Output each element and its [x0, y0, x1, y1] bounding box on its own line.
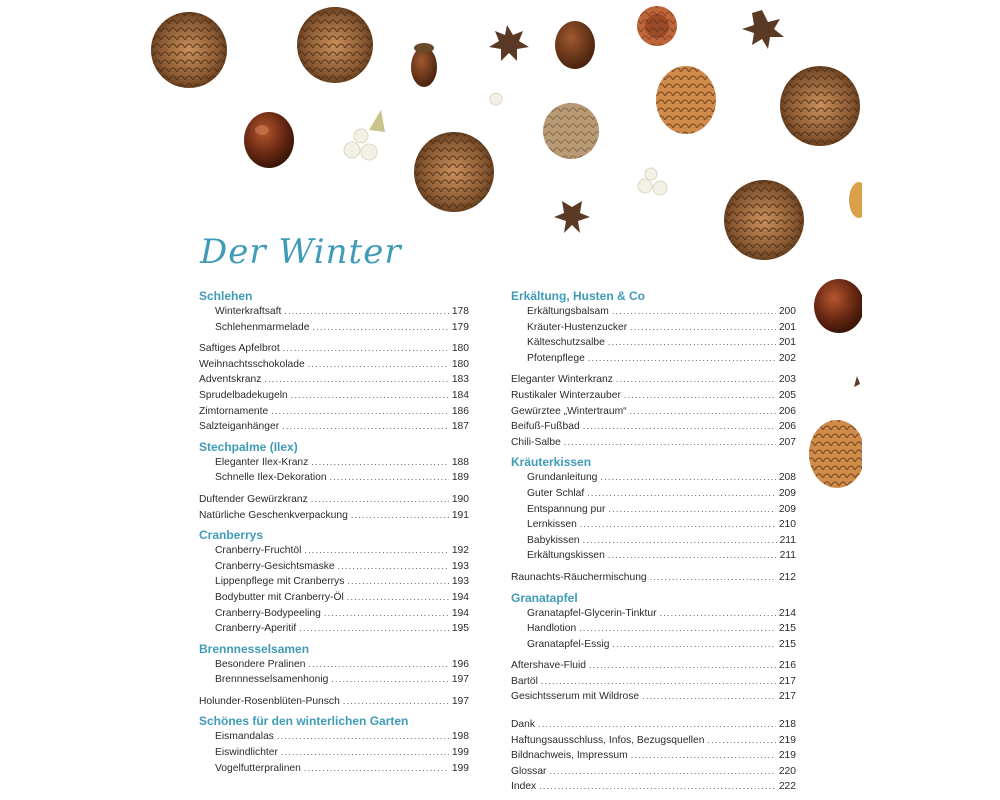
- toc-entry-title: Grundanleitung: [527, 472, 598, 484]
- toc-entry[interactable]: [199, 574, 469, 590]
- dot-leader: [707, 733, 775, 749]
- dot-leader: [580, 517, 776, 533]
- dot-leader: [539, 779, 776, 795]
- dot-leader: [642, 689, 776, 705]
- section-heading: Brennnesselsamen: [199, 641, 310, 656]
- toc-entry[interactable]: [511, 502, 796, 518]
- toc-page-number: 191: [451, 509, 469, 521]
- toc-entry-title: Eiswindlichter: [215, 747, 278, 759]
- toc-entry[interactable]: [511, 304, 796, 320]
- toc-entry-title: Brennnesselsamenhonig: [215, 674, 329, 686]
- toc-entry[interactable]: [199, 508, 469, 524]
- dot-leader: [282, 419, 449, 435]
- dot-leader: [311, 455, 449, 471]
- toc-page-number: 189: [451, 472, 469, 484]
- dot-leader: [630, 404, 776, 420]
- toc-entry-title: Salzteiganhänger: [199, 421, 280, 433]
- beech-nut-icon: [543, 103, 599, 159]
- book-page: [137, 0, 862, 800]
- dot-leader: [324, 606, 449, 622]
- dot-leader: [579, 621, 776, 637]
- toc-entry[interactable]: [511, 779, 796, 795]
- toc-page-number: 219: [778, 734, 796, 746]
- dot-leader: [608, 548, 777, 564]
- toc-page-number: 219: [778, 750, 796, 762]
- pinecone-icon: [724, 180, 804, 260]
- section-heading: Schönes für den winterlichen Garten: [199, 714, 409, 729]
- pinecone-icon: [809, 420, 862, 488]
- toc-entry-title: Beifuß-Fußbad: [511, 421, 580, 433]
- toc-entry[interactable]: [511, 320, 796, 336]
- toc-entry[interactable]: [511, 517, 796, 533]
- toc-page-number: 211: [779, 534, 796, 546]
- toc-entry[interactable]: [199, 761, 469, 777]
- snowberry-icon: [638, 168, 667, 195]
- dot-leader: [608, 502, 775, 518]
- toc-entry[interactable]: [199, 357, 469, 373]
- pinecone-icon: [151, 12, 227, 88]
- toc-entry-title: Erkältungsbalsam: [527, 306, 609, 317]
- dot-leader: [299, 621, 449, 637]
- toc-entry[interactable]: [199, 606, 469, 622]
- toc-page-number: 207: [778, 436, 796, 448]
- toc-page-number: 200: [778, 306, 796, 317]
- toc-entry-title: Gesichtsserum mit Wildrose: [511, 691, 640, 703]
- toc-page-number: 220: [778, 765, 796, 777]
- toc-entry[interactable]: [511, 658, 796, 674]
- toc-entry[interactable]: [511, 404, 796, 420]
- toc-page-number: 217: [778, 691, 796, 703]
- toc-entry-title: Eismandalas: [215, 731, 274, 743]
- toc-page-number: 215: [778, 638, 796, 650]
- dot-leader: [600, 470, 775, 486]
- toc-entry[interactable]: [511, 419, 796, 435]
- toc-entry-title: Weihnachtsschokolade: [199, 358, 305, 370]
- toc-entry[interactable]: [511, 548, 796, 564]
- toc-entry[interactable]: [511, 674, 796, 690]
- toc-entry-title: Cranberry-Bodypeeling: [215, 607, 321, 619]
- toc-page-number: 184: [451, 389, 469, 401]
- toc-entry-title: Zimtornamente: [199, 405, 269, 417]
- pinecone-icon: [656, 66, 716, 134]
- dot-leader: [650, 570, 776, 586]
- toc-entry[interactable]: [199, 590, 469, 606]
- toc-page-number: 203: [778, 374, 796, 386]
- toc-entry-title: Erkältungskissen: [527, 550, 605, 562]
- toc-page-number: 206: [778, 421, 796, 433]
- toc-entry-title: Eleganter Winterkranz: [511, 374, 613, 386]
- toc-entry[interactable]: [199, 304, 469, 320]
- toc-page-number: 222: [778, 781, 796, 793]
- toc-entry[interactable]: [511, 388, 796, 404]
- acorn-icon: [411, 43, 437, 87]
- toc-entry[interactable]: [511, 470, 796, 486]
- toc-entry[interactable]: [199, 470, 469, 486]
- toc-entry-title: Natürliche Geschenkverpackung: [199, 509, 348, 521]
- dot-leader: [304, 761, 449, 777]
- toc-entry-title: Handlotion: [527, 623, 577, 635]
- dot-leader: [304, 543, 448, 559]
- toc-entry-title: Cranberry-Fruchtöl: [215, 545, 302, 557]
- toc-entry[interactable]: [199, 729, 469, 745]
- toc-entry[interactable]: [511, 733, 796, 749]
- section-heading: Stechpalme (Ilex): [199, 439, 298, 454]
- toc-page-number: 179: [451, 321, 469, 333]
- acorn-icon: [555, 21, 595, 69]
- side-decoration: [807, 270, 862, 530]
- star-anise-icon: [489, 25, 529, 61]
- section-heading: Kräuterkissen: [511, 455, 592, 470]
- toc-page-number: 215: [778, 623, 796, 635]
- pinecone-icon: [297, 7, 373, 83]
- toc-entry-title: Rustikaler Winterzauber: [511, 389, 621, 401]
- toc-entry-title: Pfotenpflege: [527, 352, 585, 364]
- toc-page-number: 198: [451, 731, 469, 743]
- toc-entry-title: Haftungsausschluss, Infos, Bezugsquellen: [511, 734, 705, 746]
- dot-leader: [630, 320, 776, 336]
- toc-entry[interactable]: [199, 745, 469, 761]
- dot-leader: [351, 508, 449, 524]
- toc-entry-title: Index: [511, 781, 537, 793]
- toc-page-number: 180: [451, 343, 469, 355]
- toc-entry-title: Lippenpflege mit Cranberrys: [215, 576, 345, 588]
- beech-nut-icon: [637, 6, 677, 46]
- dot-leader: [308, 357, 449, 373]
- dot-leader: [631, 748, 776, 764]
- toc-page-number: 218: [778, 719, 796, 731]
- toc-entry[interactable]: [199, 455, 469, 471]
- toc-page-number: 199: [451, 762, 469, 774]
- toc-entry[interactable]: [511, 435, 796, 451]
- toc-page-number: 201: [778, 337, 796, 349]
- toc-entry-title: Glossar: [511, 765, 547, 777]
- section-heading: Erkältung, Husten & Co: [511, 289, 646, 303]
- toc-entry-title: Kälteschutzsalbe: [527, 337, 605, 349]
- toc-entry-title: Entspannung pur: [527, 503, 606, 515]
- toc-entry-title: Eleganter Ilex-Kranz: [215, 456, 309, 468]
- toc-entry-title: Chili-Salbe: [511, 436, 561, 448]
- toc-entry[interactable]: [199, 320, 469, 336]
- toc-page-number: 205: [778, 389, 796, 401]
- dot-leader: [283, 341, 449, 357]
- dot-leader: [347, 590, 449, 606]
- toc-entry-title: Adventskranz: [199, 374, 262, 386]
- toc-entry-title: Cranberry-Aperitif: [215, 623, 297, 635]
- toc-page-number: 195: [451, 623, 469, 635]
- toc-entry[interactable]: [511, 748, 796, 764]
- dot-leader: [343, 694, 449, 710]
- page-title: Der Winter: [200, 232, 402, 272]
- toc-page-number: 214: [778, 607, 796, 619]
- dot-leader: [308, 657, 448, 673]
- toc-entry[interactable]: [511, 606, 796, 622]
- toc-entry-title: Guter Schlaf: [527, 487, 585, 499]
- winter-decoration: [137, 0, 862, 270]
- toc-entry[interactable]: [199, 559, 469, 575]
- dot-leader: [608, 335, 776, 351]
- toc-entry-title: Babykissen: [527, 534, 580, 546]
- toc-page-number: 208: [778, 472, 796, 484]
- toc-entry-title: Saftiges Apfelbrot: [199, 343, 280, 355]
- toc-page-number: 202: [778, 352, 796, 364]
- toc-entry-title: Granatapfel-Glycerin-Tinktur: [527, 607, 657, 619]
- toc-page-number: 183: [451, 374, 469, 386]
- toc-page-number: 210: [778, 519, 796, 531]
- toc-entry[interactable]: [511, 486, 796, 502]
- toc-entry-title: Bodybutter mit Cranberry-Öl: [215, 591, 344, 603]
- toc-page-number: 193: [451, 560, 469, 572]
- pinecone-icon: [780, 66, 860, 146]
- toc-page-number: 194: [451, 591, 469, 603]
- toc-entry-title: Raunachts-Räuchermischung: [511, 571, 647, 583]
- toc-page-number: 193: [451, 576, 469, 588]
- dot-leader: [588, 351, 776, 367]
- dot-leader: [587, 486, 776, 502]
- toc-entry[interactable]: [511, 621, 796, 637]
- dot-leader: [281, 745, 449, 761]
- dot-leader: [277, 729, 449, 745]
- dot-leader: [564, 435, 776, 451]
- toc-entry-title: Schnelle Ilex-Dekoration: [215, 472, 327, 484]
- toc-entry[interactable]: [511, 351, 796, 367]
- toc-entry-title: Holunder-Rosenblüten-Punsch: [199, 695, 340, 707]
- toc-entry-title: Vogelfutterpralinen: [215, 762, 301, 774]
- dot-leader: [338, 559, 449, 575]
- dot-leader: [347, 574, 448, 590]
- toc-page-number: 192: [451, 545, 469, 557]
- dot-leader: [612, 637, 775, 653]
- dot-leader: [589, 658, 776, 674]
- toc-entry-title: Winterkraftsaft: [215, 306, 282, 317]
- star-anise-icon: [742, 10, 784, 49]
- toc-entry-title: Sprudelbadekugeln: [199, 389, 288, 401]
- toc-page-number: 196: [451, 658, 469, 670]
- pinecone-icon: [849, 182, 862, 218]
- dot-leader: [331, 672, 448, 688]
- toc-entry-title: Dank: [511, 719, 536, 731]
- chestnut-icon: [244, 112, 294, 168]
- toc-entry-title: Cranberry-Gesichtsmaske: [215, 560, 335, 572]
- toc-page-number: 212: [778, 571, 796, 583]
- toc-page-number: 209: [778, 503, 796, 515]
- section-heading: Schlehen: [199, 289, 253, 303]
- toc-entry[interactable]: [511, 372, 796, 388]
- toc-page-number: 188: [451, 456, 469, 468]
- toc-entry-title: Aftershave-Fluid: [511, 660, 586, 672]
- section-heading: Cranberrys: [199, 528, 264, 543]
- dot-leader: [271, 404, 449, 420]
- toc-entry-title: Bartöl: [511, 675, 538, 687]
- toc-entry-title: Duftender Gewürzkranz: [199, 493, 308, 505]
- toc-entry-title: Lernkissen: [527, 519, 577, 531]
- dot-leader: [624, 388, 776, 404]
- dot-leader: [541, 674, 776, 690]
- toc-entry-title: Schlehenmarmelade: [215, 321, 310, 333]
- dot-leader: [284, 304, 448, 320]
- toc-entry[interactable]: [511, 570, 796, 586]
- toc-entry[interactable]: [199, 388, 469, 404]
- toc-entry[interactable]: [511, 533, 796, 549]
- toc-page-number: 194: [451, 607, 469, 619]
- toc-page-number: 178: [451, 306, 469, 317]
- toc-page-number: 201: [778, 321, 796, 333]
- toc-entry[interactable]: [199, 372, 469, 388]
- dot-leader: [612, 304, 776, 320]
- snowberry-icon: [490, 93, 502, 105]
- dot-leader: [616, 372, 776, 388]
- star-anise-icon: [854, 376, 860, 387]
- toc-entry[interactable]: [199, 621, 469, 637]
- toc-entry[interactable]: [199, 341, 469, 357]
- toc-entry[interactable]: [511, 689, 796, 705]
- chestnut-icon: [814, 279, 862, 333]
- toc-page-number: 197: [451, 674, 469, 686]
- toc-page-number: 197: [451, 695, 469, 707]
- toc-page-number: 190: [451, 493, 469, 505]
- toc-entry-title: Kräuter-Hustenzucker: [527, 321, 628, 333]
- toc-entry[interactable]: [511, 335, 796, 351]
- toc-page-number: 217: [778, 675, 796, 687]
- toc-entry[interactable]: [199, 543, 469, 559]
- toc-entry-title: Gewürztee „Wintertraum“: [511, 405, 627, 417]
- toc-page-number: 187: [451, 421, 469, 433]
- toc-entry[interactable]: [199, 657, 469, 673]
- toc-entry[interactable]: [199, 672, 469, 688]
- toc-entry[interactable]: [199, 492, 469, 508]
- pinecone-icon: [414, 132, 494, 212]
- dot-leader: [549, 764, 775, 780]
- dot-leader: [330, 470, 449, 486]
- toc-entry-title: Bildnachweis, Impressum: [511, 750, 628, 762]
- toc-entry[interactable]: [511, 637, 796, 653]
- dot-leader: [583, 533, 777, 549]
- dot-leader: [583, 419, 776, 435]
- dot-leader: [660, 606, 776, 622]
- dot-leader: [291, 388, 449, 404]
- toc-page-number: 199: [451, 747, 469, 759]
- toc-entry[interactable]: [199, 694, 469, 710]
- toc-column-left: [199, 284, 469, 776]
- toc-entry[interactable]: [199, 419, 469, 435]
- dot-leader: [311, 492, 449, 508]
- toc-entry[interactable]: [511, 764, 796, 780]
- toc-entry[interactable]: [511, 717, 796, 733]
- dot-leader: [538, 717, 776, 733]
- toc-column-right: [511, 284, 796, 795]
- toc-entry-title: Granatapfel-Essig: [527, 638, 610, 650]
- dot-leader: [312, 320, 448, 336]
- toc-page-number: 209: [778, 487, 796, 499]
- toc-page-number: 216: [778, 660, 796, 672]
- toc-entry[interactable]: [199, 404, 469, 420]
- section-heading: Granatapfel: [511, 590, 578, 605]
- dot-leader: [264, 372, 448, 388]
- toc-page-number: 211: [779, 550, 796, 562]
- toc-entry-title: Besondere Pralinen: [215, 658, 306, 670]
- toc-page-number: 180: [451, 358, 469, 370]
- toc-page-number: 206: [778, 405, 796, 417]
- snowberry-icon: [344, 110, 385, 160]
- star-anise-icon: [554, 195, 590, 233]
- toc-page-number: 186: [451, 405, 469, 417]
